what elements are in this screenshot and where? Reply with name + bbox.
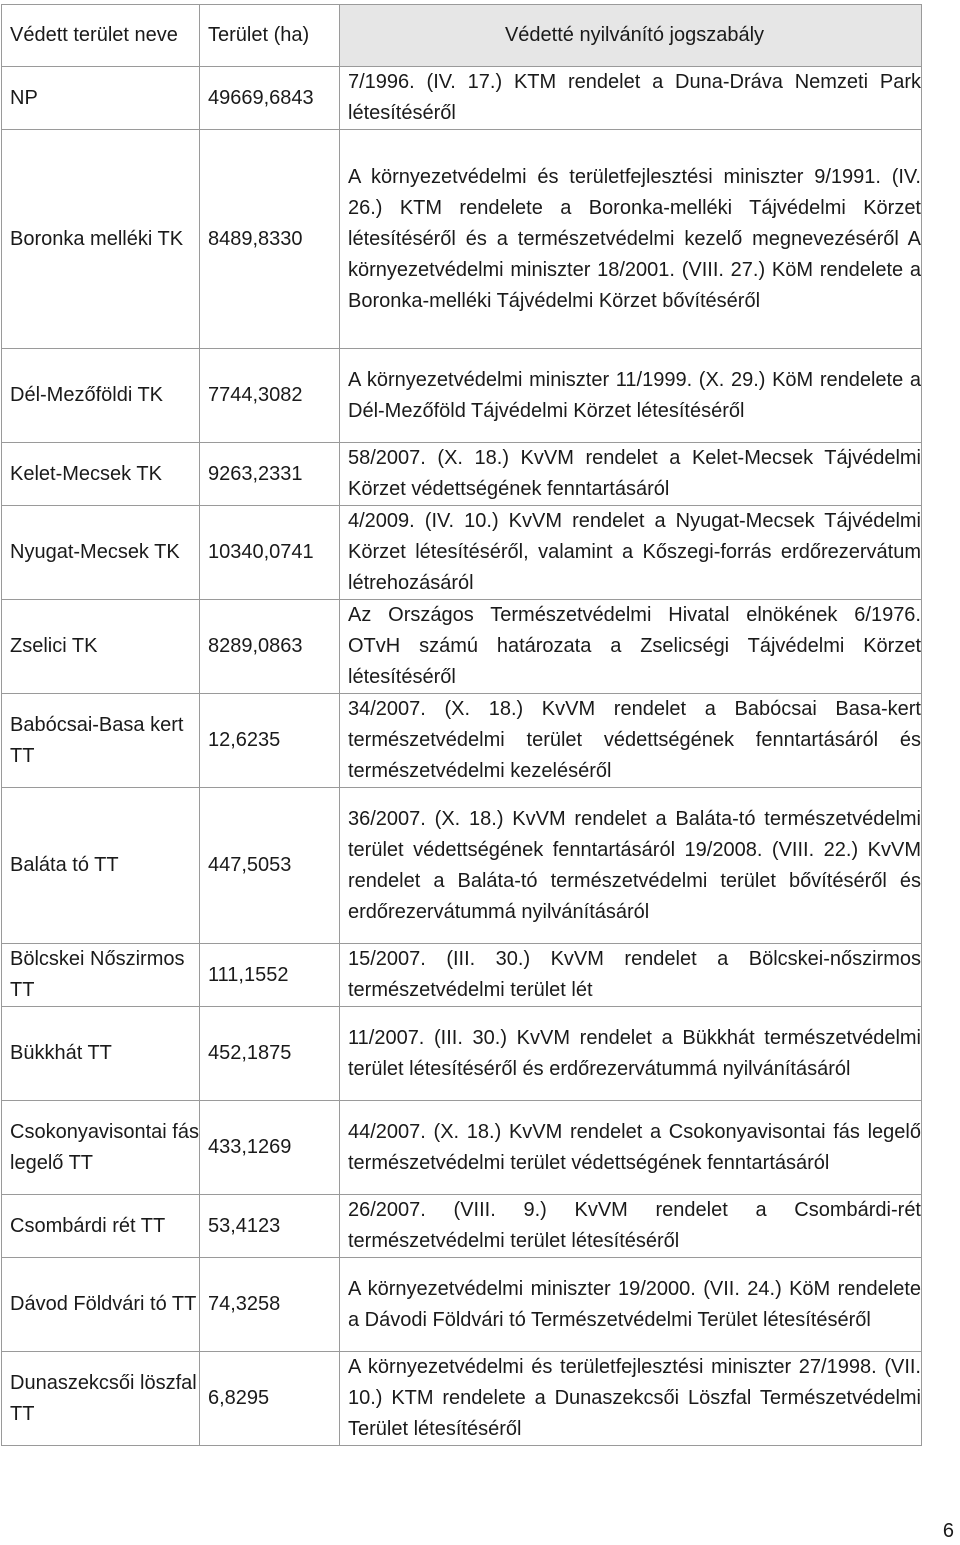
legal-reference: 58/2007. (X. 18.) KvVM rendelet a Kelet-Mecsek Tájvédelmi Körzet védettségének fenntartásáról: [340, 443, 922, 506]
table-row: [2, 1101, 922, 1195]
area-size: 6,8295: [200, 1352, 340, 1446]
area-name: Csombárdi rét TT: [2, 1195, 200, 1258]
legal-reference: A környezetvédelmi miniszter 11/1999. (X. 29.) KöM rendelete a Dél-Mezőföld Tájvédelmi Körzet létesítéséről: [340, 349, 922, 443]
table-row: [2, 67, 922, 130]
legal-reference: 7/1996. (IV. 17.) KTM rendelet a Duna-Dráva Nemzeti Park létesítéséről: [340, 67, 922, 130]
table-row: [2, 349, 922, 443]
area-size: 452,1875: [200, 1007, 340, 1101]
area-name: Bölcskei Nőszirmos TT: [2, 944, 200, 1007]
legal-reference: 44/2007. (X. 18.) KvVM rendelet a Csokonyavisontai fás legelő természetvédelmi terület védettségének fenntartásáról: [340, 1101, 922, 1195]
area-name: Bükkhát TT: [2, 1007, 200, 1101]
table-row: [2, 1258, 922, 1352]
header-row: [2, 5, 922, 67]
table-row: [2, 130, 922, 349]
legal-reference: 4/2009. (IV. 10.) KvVM rendelet a Nyugat-Mecsek Tájvédelmi Körzet létesítéséről, valamint a Kőszegi-forrás erdőrezervátum létrehozásáról: [340, 506, 922, 600]
area-name: Dunaszekcsői löszfal TT: [2, 1352, 200, 1446]
area-size: 7744,3082: [200, 349, 340, 443]
area-size: 447,5053: [200, 788, 340, 944]
table-row: [2, 1195, 922, 1258]
area-size: 433,1269: [200, 1101, 340, 1195]
area-size: 8289,0863: [200, 600, 340, 694]
table-row: [2, 600, 922, 694]
legal-reference: 34/2007. (X. 18.) KvVM rendelet a Babócsai Basa-kert természetvédelmi terület védettségének fenntartásáról és természetvédelmi kezeléséről: [340, 694, 922, 788]
area-name: Boronka melléki TK: [2, 130, 200, 349]
area-name: Dél-Mezőföldi TK: [2, 349, 200, 443]
area-size: 12,6235: [200, 694, 340, 788]
area-name: Nyugat-Mecsek TK: [2, 506, 200, 600]
legal-reference: 36/2007. (X. 18.) KvVM rendelet a Baláta-tó természetvédelmi terület védettségének fenntartásáról 19/2008. (VIII. 22.) KvVM rendelet a Baláta-tó természetvédelmi terület bővítéséről és erdőrezervátummá nyilvánításáról: [340, 788, 922, 944]
legal-reference: A környezetvédelmi és területfejlesztési miniszter 27/1998. (VII. 10.) KTM rendelete a Dunaszekcsői Löszfal Természetvédelmi Terület létesítéséről: [340, 1352, 922, 1446]
table-row: [2, 788, 922, 944]
legal-reference: 11/2007. (III. 30.) KvVM rendelet a Bükkhát természetvédelmi terület létesítéséről és erdőrezervátummá nyilvánításáról: [340, 1007, 922, 1101]
area-name: Baláta tó TT: [2, 788, 200, 944]
area-name: Kelet-Mecsek TK: [2, 443, 200, 506]
table-row: [2, 944, 922, 1007]
legal-reference: A környezetvédelmi és területfejlesztési miniszter 9/1991. (IV. 26.) KTM rendelete a Boronka-melléki Tájvédelmi Körzet létesítéséről és a természetvédelmi kezelő megnevezéséről A környezetvédelmi miniszter 18/2001. (VIII. 27.) KöM rendelete a Boronka-melléki Tájvédelmi Körzet bővítéséről: [340, 130, 922, 349]
area-size: 8489,8330: [200, 130, 340, 349]
table-row: [2, 506, 922, 600]
table-row: [2, 443, 922, 506]
area-size: 9263,2331: [200, 443, 340, 506]
area-size: 111,1552: [200, 944, 340, 1007]
area-size: 49669,6843: [200, 67, 340, 130]
table-row: [2, 1007, 922, 1101]
area-name: Dávod Földvári tó TT: [2, 1258, 200, 1352]
legal-reference: 15/2007. (III. 30.) KvVM rendelet a Bölcskei-nőszirmos természetvédelmi terület lét: [340, 944, 922, 1007]
header-name: Védett terület neve: [2, 5, 200, 67]
table-row: [2, 1352, 922, 1446]
protected-areas-table: [1, 4, 922, 1446]
header-law: Védetté nyilvánító jogszabály: [340, 5, 922, 67]
page-number: 6: [942, 1520, 954, 1542]
area-name: Zselici TK: [2, 600, 200, 694]
header-area: Terület (ha): [200, 5, 340, 67]
area-name: NP: [2, 67, 200, 130]
legal-reference: Az Országos Természetvédelmi Hivatal elnökének 6/1976. OTvH számú határozata a Zselicségi Tájvédelmi Körzet létesítéséről: [340, 600, 922, 694]
area-size: 74,3258: [200, 1258, 340, 1352]
area-size: 10340,0741: [200, 506, 340, 600]
area-name: Babócsai-Basa kert TT: [2, 694, 200, 788]
legal-reference: 26/2007. (VIII. 9.) KvVM rendelet a Csombárdi-rét természetvédelmi terület létesítéséről: [340, 1195, 922, 1258]
legal-reference: A környezetvédelmi miniszter 19/2000. (VII. 24.) KöM rendelete a Dávodi Földvári tó Természetvédelmi Terület létesítéséről: [340, 1258, 922, 1352]
area-size: 53,4123: [200, 1195, 340, 1258]
area-name: Csokonyavisontai fás legelő TT: [2, 1101, 200, 1195]
table-row: [2, 694, 922, 788]
